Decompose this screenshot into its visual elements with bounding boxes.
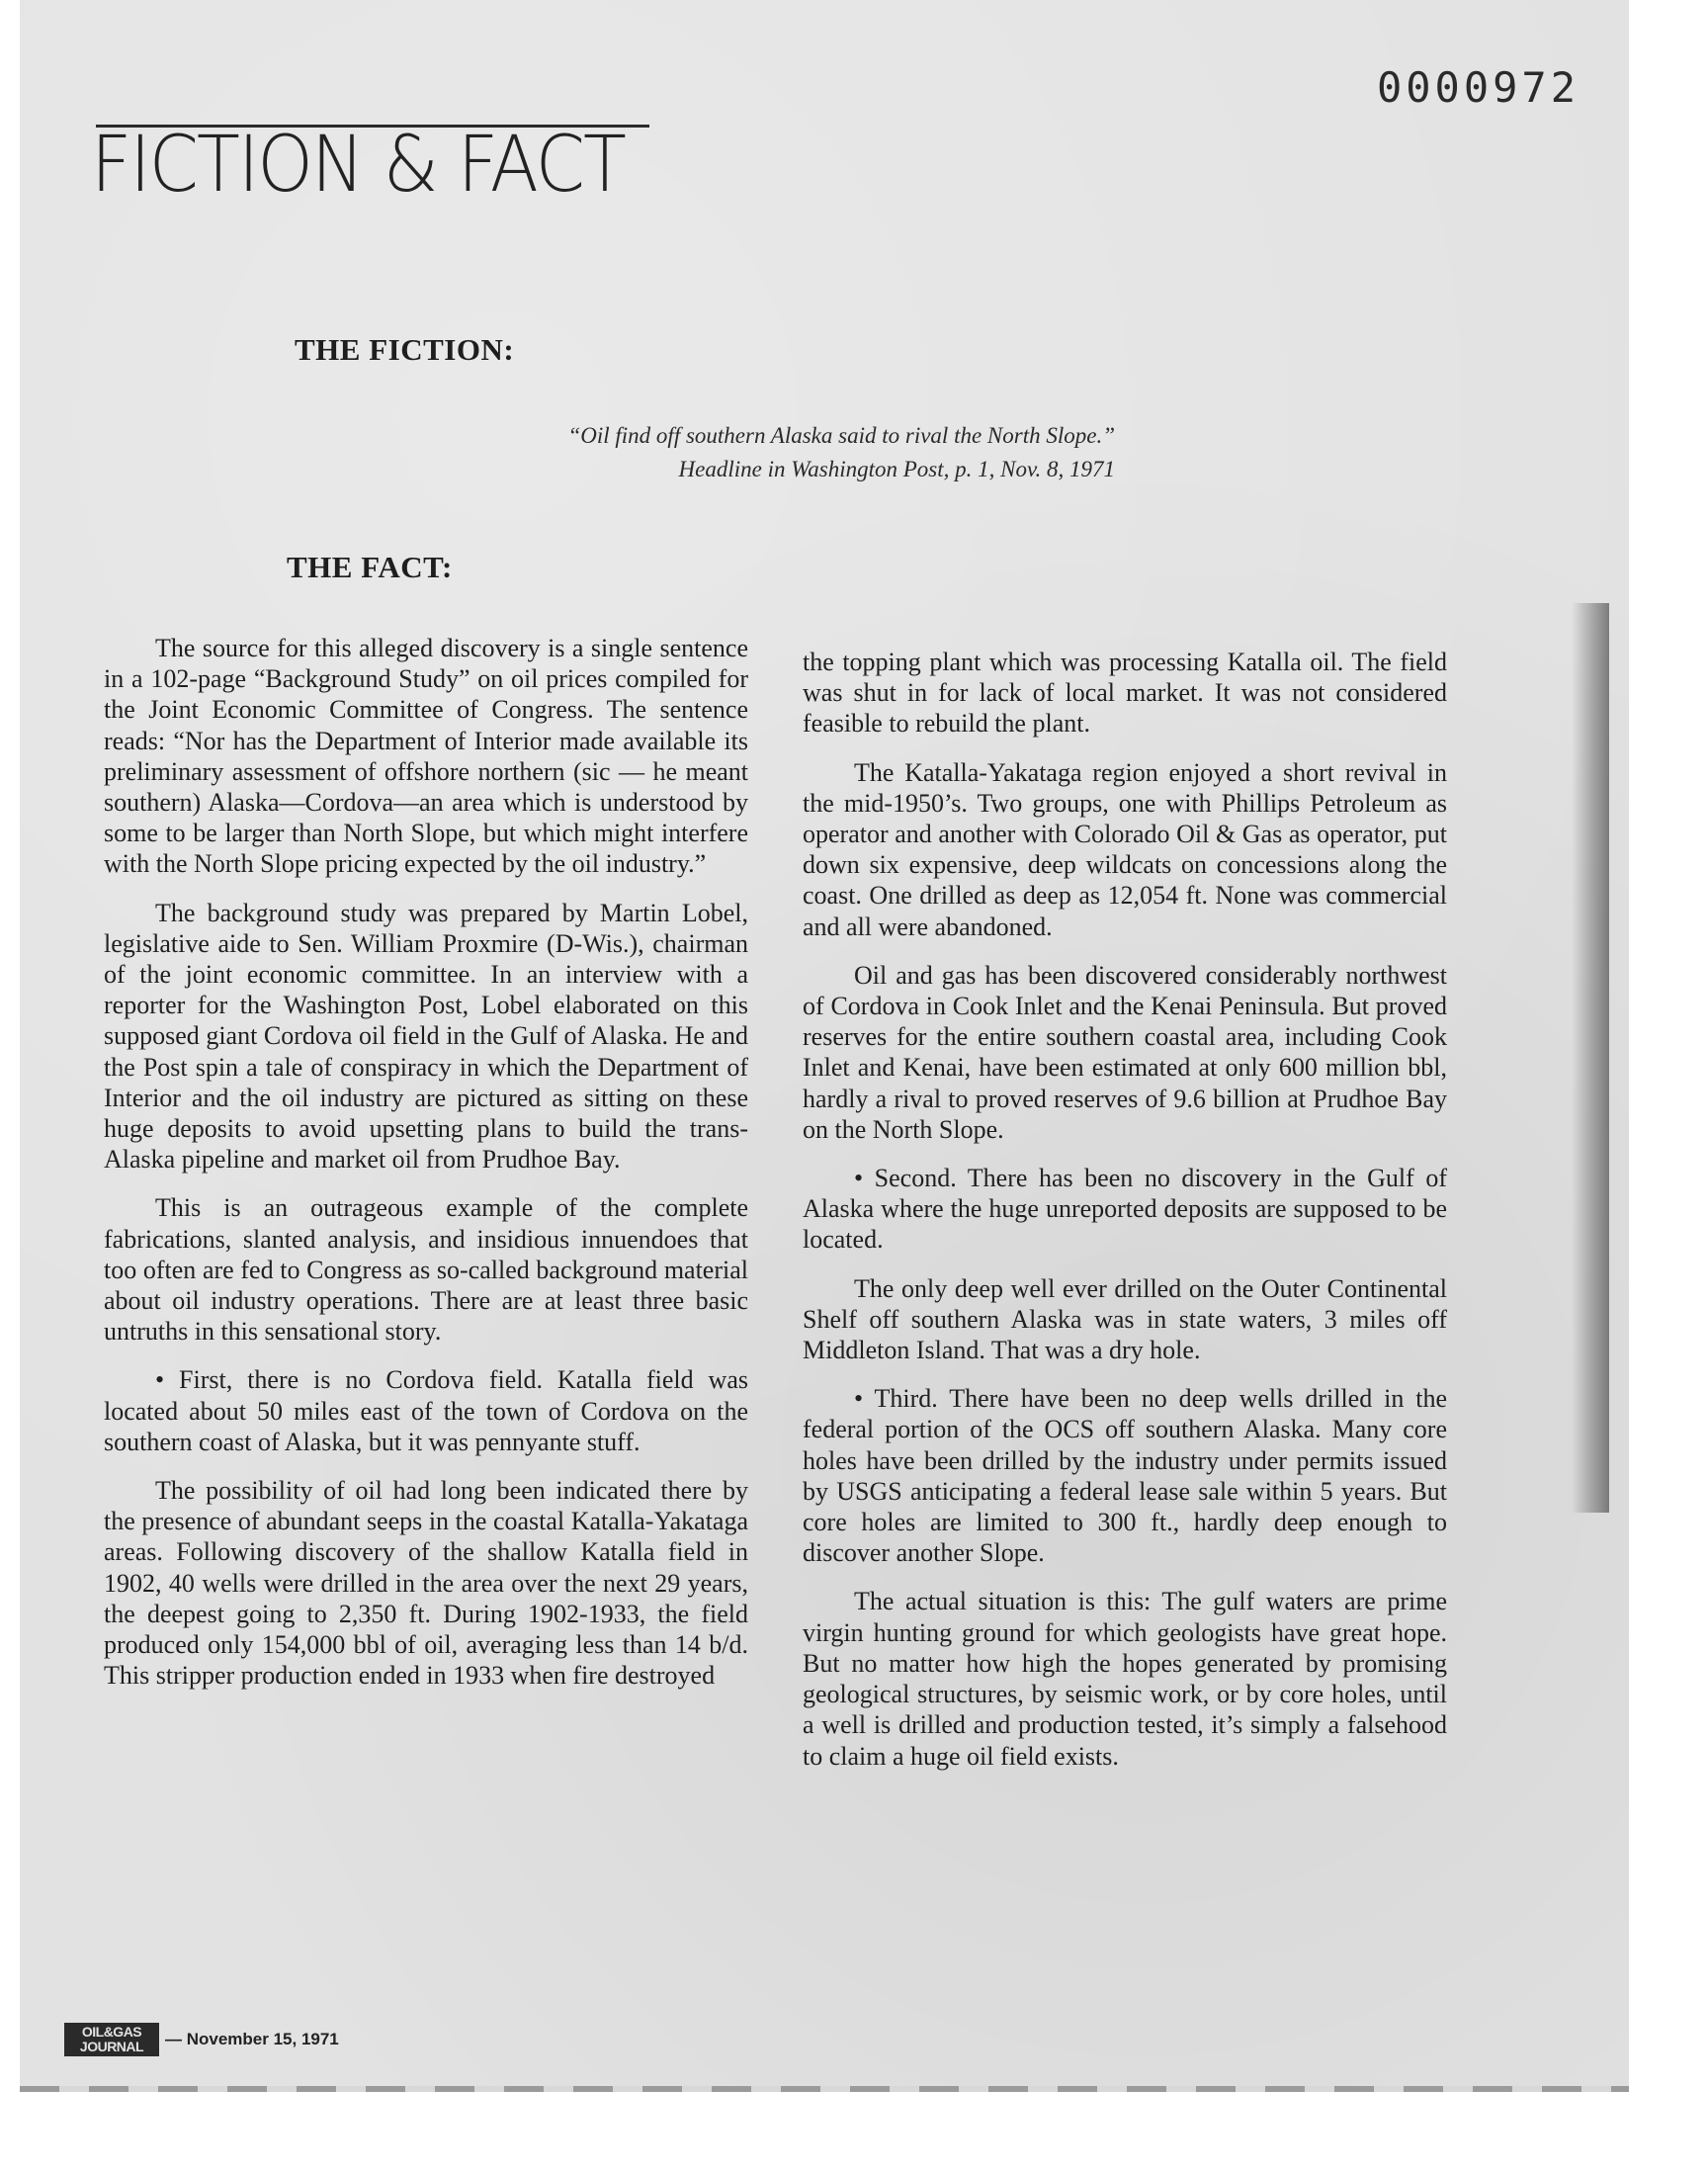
paragraph: • First, there is no Cordova field. Katalla field was located about 50 miles east of the town of Cordova on the southern coast of Alaska, but it was pennyante stuff. [104,1365,748,1456]
paragraph: The background study was prepared by Martin Lobel, legislative aide to Sen. William Proxmire (D-Wis.), chairman of the joint economic committee. In an interview with a reporter for the Washington Post, Lobel elaborated on this supposed giant Cordova oil field in the Gulf of Alaska. He and the Post spin a tale of conspiracy in which the Department of Interior and the oil industry are pictured as sitting on these huge deposits to avoid upsetting plans to build the trans-Alaska pipeline and market oil from Prudhoe Bay. [104,898,748,1174]
paragraph: This is an outrageous example of the complete fabrications, slanted analysis, and insidious innuendoes that too often are fed to Congress as so-called background material about oil industry operations. There are at least three basic untruths in this sensational story. [104,1193,748,1347]
right-column [803,647,1447,1789]
paragraph: The possibility of oil had long been indicated there by the presence of abundant seeps in the coastal Katalla-Yakataga areas. Following discovery of the shallow Katalla field in 1902, 40 wells were drilled in the area over the next 29 years, the deepest going to 2,350 ft. During 1902-1933, the field produced only 154,000 bbl of oil, averaging less than 14 b/d. This stripper production ended in 1933 when fire destroyed [104,1476,748,1691]
paragraph: • Third. There have been no deep wells drilled in the federal portion of the OCS off southern Alaska. Many core holes have been drilled by the industry under permits issued by USGS anticipating a federal lease sale within 5 years. But core holes are limited to 300 ft., hardly deep enough to discover another Slope. [803,1384,1447,1568]
paragraph: Oil and gas has been discovered considerably northwest of Cordova in Cook Inlet and the Kenai Peninsula. But proved reserves for the entire southern coastal area, including Cook Inlet and Kenai, have been estimated at only 600 million bbl, hardly a rival to proved reserves of 9.6 billion at Prudhoe Bay on the North Slope. [803,960,1447,1144]
footer [64,2023,339,2056]
masthead-title: FICTION & FACT [91,121,625,210]
logo-line-1: OIL&GAS [81,2024,142,2040]
paragraph: The Katalla-Yakataga region enjoyed a short revival in the mid-1950’s. Two groups, one with Phillips Petroleum as operator and another with Colorado Oil & Gas as operator, put down six expensive, deep wildcats on concessions along the coast. One drilled as deep as 12,054 ft. None was commercial and all were abandoned. [803,757,1447,941]
fiction-quote-block [567,419,1115,486]
fiction-quote: “Oil find off southern Alaska said to rival the North Slope.” [567,423,1115,448]
paragraph: The source for this alleged discovery is a single sentence in a 102-page “Background Study” on oil prices compiled for the Joint Economic Committee of Congress. The sentence reads: “Nor has the Department of Interior made available its preliminary assessment of offshore northern (sic — he meant southern) Alaska—Cordova—an area which is understood by some to be larger than North Slope, but which might interfere with the North Slope pricing expected by the oil industry.” [104,634,748,879]
document-number: 0000972 [1376,63,1580,112]
paragraph: The only deep well ever drilled on the Outer Continental Shelf off southern Alaska was in state waters, 3 miles off Middleton Island. That was a dry hole. [803,1273,1447,1365]
page-bottom-edge [20,2086,1629,2092]
paragraph: The actual situation is this: The gulf waters are prime virgin hunting ground for which geologists have great hope. But no matter how high the hopes generated by promising geological structures, by seismic work, or by core holes, until a well is drilled and production tested, it’s simply a falsehood to claim a huge oil field exists. [803,1587,1447,1771]
oil-gas-journal-logo [64,2023,159,2056]
fiction-heading: THE FICTION: [295,332,515,367]
scan-shadow [1572,603,1609,1513]
fiction-attribution: Headline in Washington Post, p. 1, Nov. 8, 1971 [678,457,1115,481]
logo-line-2: JOURNAL [79,2039,144,2054]
issue-date: — November 15, 1971 [165,2030,339,2048]
paragraph: the topping plant which was processing Katalla oil. The field was shut in for lack of local market. It was not considered feasible to rebuild the plant. [803,648,1447,739]
fact-heading: THE FACT: [287,550,453,584]
left-column [104,633,748,1709]
paragraph: • Second. There has been no discovery in the Gulf of Alaska where the huge unreported deposits are supposed to be located. [803,1164,1447,1255]
